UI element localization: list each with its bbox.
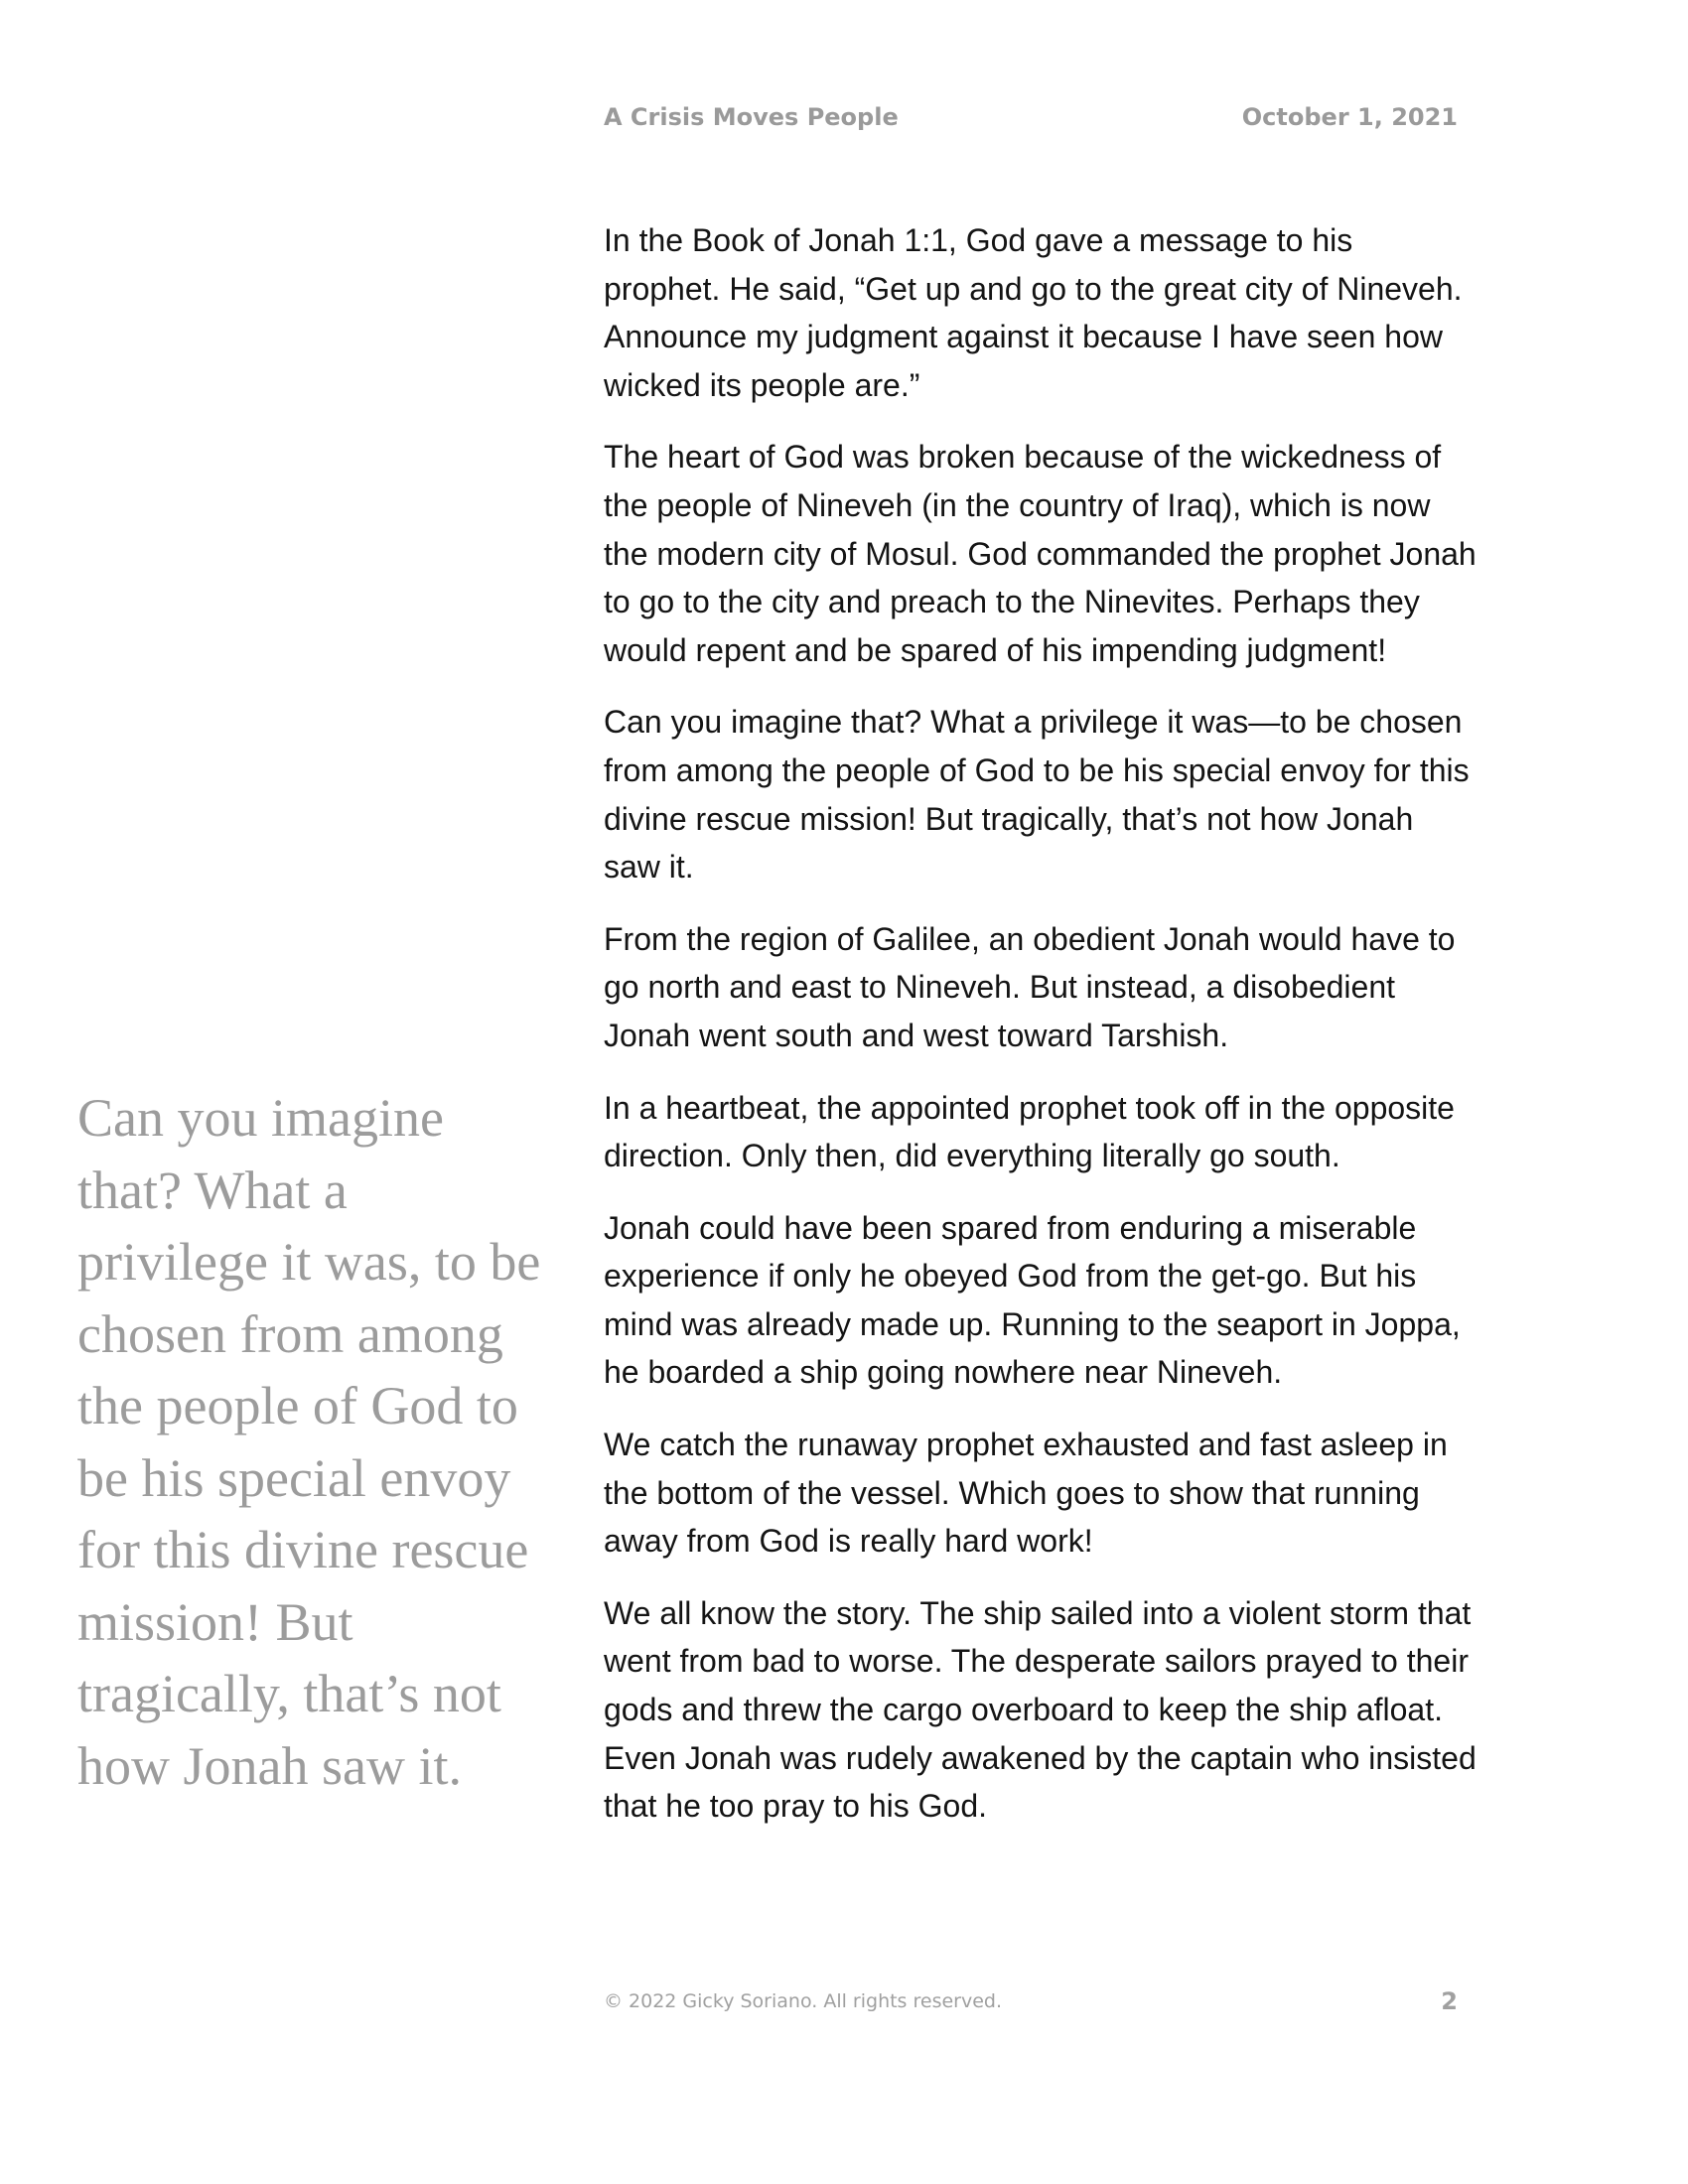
body-text xyxy=(604,216,1477,1854)
pull-quote xyxy=(77,1082,544,1802)
copyright-notice: © 2022 Gicky Soriano. All rights reserved. xyxy=(604,1990,1003,2012)
page-header xyxy=(604,99,1458,135)
body-paragraph: Can you imagine that? What a privilege it was—to be chosen from among the people of God to be his special envoy for this divine rescue mission! But tragically, that’s not how Jonah saw it. xyxy=(604,704,1470,886)
body-paragraph: Jonah could have been spared from enduring a miserable experience if only he obeyed God from the get-go. But his mind was already made up. Running to the seaport in Joppa, he boarded a ship going nowhere near Nineveh. xyxy=(604,1209,1461,1391)
body-paragraph: In the Book of Jonah 1:1, God gave a message to his prophet. He said, “Get up and go to the great city of Nineveh. Announce my judgment against it because I have seen how wicked its people are.” xyxy=(604,222,1463,403)
header-date: October 1, 2021 xyxy=(1241,103,1458,131)
page-footer xyxy=(604,1985,1458,2017)
body-paragraph: The heart of God was broken because of the wickedness of the people of Nineveh (in the country of Iraq), which is now the modern city of Mosul. God commanded the prophet Jonah to go to the city and preach to the Ninevites. Perhaps they would repent and be spared of his impending judgment! xyxy=(604,439,1477,668)
running-title: A Crisis Moves People xyxy=(604,103,899,131)
body-paragraph: From the region of Galilee, an obedient Jonah would have to go north and east to Nineveh. But instead, a disobedient Jonah went south and west toward Tarshish. xyxy=(604,920,1456,1053)
body-paragraph: In a heartbeat, the appointed prophet took off in the opposite direction. Only then, did everything literally go south. xyxy=(604,1089,1455,1174)
body-paragraph: We all know the story. The ship sailed into a violent storm that went from bad to worse. The desperate sailors prayed to their gods and threw the cargo overboard to keep the ship afloat. Even Jonah was rudely awakened by the captain who insisted that he too pray to his God. xyxy=(604,1594,1477,1825)
body-paragraph: We catch the runaway prophet exhausted and fast asleep in the bottom of the vessel. Which goes to show that running away from God is really hard work! xyxy=(604,1427,1448,1560)
pull-quote-text: Can you imagine that? What a privilege it was, to be chosen from among the people of God to be his special envoy for this divine rescue mission! But tragically, that’s not how Jonah saw it. xyxy=(77,1088,541,1796)
page-number: 2 xyxy=(1441,1987,1458,2015)
